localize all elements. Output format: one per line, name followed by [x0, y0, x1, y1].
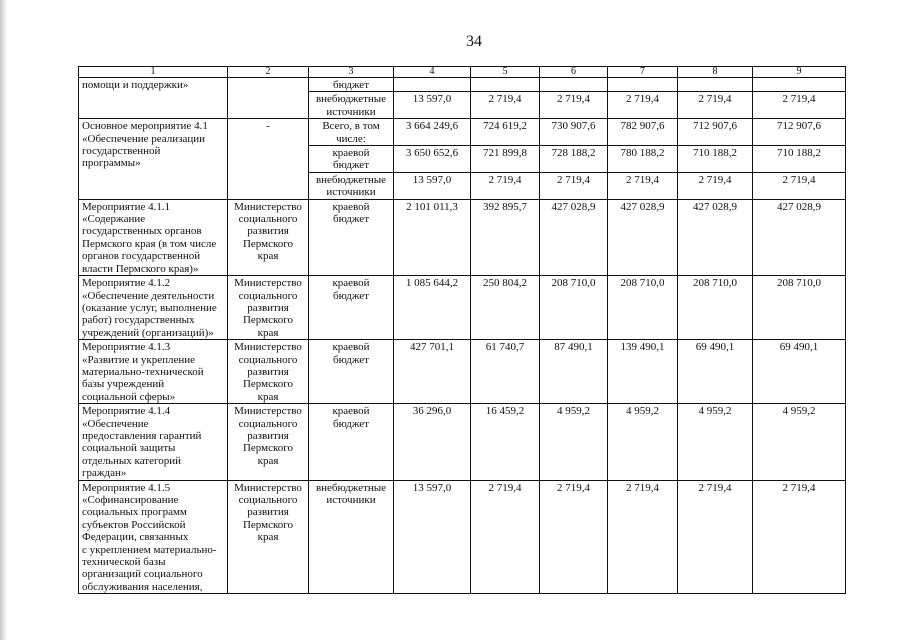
amount-cell-col7: 2 719,4 [608, 92, 678, 119]
amount-cell-col7: 427 028,9 [608, 199, 678, 275]
column-number-8: 8 [678, 67, 753, 78]
amount-cell-col4: 427 701,1 [394, 340, 471, 404]
amount-cell-col5: 392 895,7 [471, 199, 540, 275]
funding-source-cell: Всего, в том числе: [309, 119, 394, 146]
amount-cell-col8: 2 719,4 [678, 92, 753, 119]
funding-source-cell: внебюджетные источники [309, 480, 394, 594]
amount-cell-col5: 721 899,8 [471, 146, 540, 173]
table-row [79, 78, 846, 92]
table-row [79, 404, 846, 480]
amount-cell-col5: 61 740,7 [471, 340, 540, 404]
amount-cell-col7: 139 490,1 [608, 340, 678, 404]
amount-cell-col4: 3 650 652,6 [394, 146, 471, 173]
activity-name-cell: помощи и поддержки» [79, 78, 228, 119]
funding-source-cell: внебюджетные источники [309, 172, 394, 199]
executor-cell: Министерство социального развития Пермского края [228, 276, 309, 340]
amount-cell-col4: 1 085 644,2 [394, 276, 471, 340]
amount-cell-col9 [753, 78, 846, 92]
amount-cell-col4: 36 296,0 [394, 404, 471, 480]
column-number-6: 6 [540, 67, 608, 78]
activity-name-cell: Мероприятие 4.1.5 «Софинансирование социальных программ субъектов Российской Федерации, связанных с укреплением материально- технической базы организаций социального обслуживания населения, [79, 480, 228, 594]
column-number-2: 2 [228, 67, 309, 78]
budget-table [78, 66, 846, 594]
activity-name-cell: Мероприятие 4.1.4 «Обеспечение предоставления гарантий социальной защиты отдельных категорий граждан» [79, 404, 228, 480]
amount-cell-col9: 208 710,0 [753, 276, 846, 340]
table-row [79, 276, 846, 340]
column-number-5: 5 [471, 67, 540, 78]
amount-cell-col8: 69 490,1 [678, 340, 753, 404]
amount-cell-col6: 87 490,1 [540, 340, 608, 404]
column-number-9: 9 [753, 67, 846, 78]
amount-cell-col9: 710 188,2 [753, 146, 846, 173]
funding-source-cell: краевой бюджет [309, 146, 394, 173]
table-row [79, 119, 846, 146]
activity-name-cell: Мероприятие 4.1.1 «Содержание государственных органов Пермского края (в том числе органов государственной власти Пермского края)» [79, 199, 228, 275]
amount-cell-col5: 2 719,4 [471, 92, 540, 119]
amount-cell-col8: 710 188,2 [678, 146, 753, 173]
column-number-4: 4 [394, 67, 471, 78]
executor-cell: Министерство социального развития Пермского края [228, 199, 309, 275]
amount-cell-col9: 2 719,4 [753, 92, 846, 119]
table-row [79, 340, 846, 404]
funding-source-cell: внебюджетные источники [309, 92, 394, 119]
amount-cell-col8: 2 719,4 [678, 480, 753, 594]
amount-cell-col4 [394, 78, 471, 92]
activity-name-cell: Мероприятие 4.1.3 «Развитие и укрепление материально-технической базы учреждений социальной сферы» [79, 340, 228, 404]
table-body [79, 78, 846, 594]
amount-cell-col5: 2 719,4 [471, 480, 540, 594]
amount-cell-col6: 2 719,4 [540, 480, 608, 594]
amount-cell-col6: 208 710,0 [540, 276, 608, 340]
column-number-1: 1 [79, 67, 228, 78]
amount-cell-col7: 208 710,0 [608, 276, 678, 340]
amount-cell-col9: 4 959,2 [753, 404, 846, 480]
amount-cell-col6: 427 028,9 [540, 199, 608, 275]
amount-cell-col5 [471, 78, 540, 92]
scan-edge-shadow [0, 0, 7, 640]
activity-name-cell: Основное мероприятие 4.1 «Обеспечение реализации государственной программы» [79, 119, 228, 199]
funding-source-cell: краевой бюджет [309, 199, 394, 275]
table-header [79, 67, 846, 78]
executor-cell: Министерство социального развития Пермского края [228, 340, 309, 404]
amount-cell-col9: 712 907,6 [753, 119, 846, 146]
amount-cell-col9: 427 028,9 [753, 199, 846, 275]
amount-cell-col4: 13 597,0 [394, 480, 471, 594]
executor-cell [228, 78, 309, 119]
table-row [79, 199, 846, 275]
amount-cell-col5: 250 804,2 [471, 276, 540, 340]
amount-cell-col7: 4 959,2 [608, 404, 678, 480]
amount-cell-col8: 712 907,6 [678, 119, 753, 146]
executor-cell: Министерство социального развития Пермского края [228, 480, 309, 594]
column-number-7: 7 [608, 67, 678, 78]
amount-cell-col4: 13 597,0 [394, 92, 471, 119]
activity-name-cell: Мероприятие 4.1.2 «Обеспечение деятельности (оказание услуг, выполнение работ) государственных учреждений (организаций)» [79, 276, 228, 340]
amount-cell-col8: 4 959,2 [678, 404, 753, 480]
funding-source-cell: краевой бюджет [309, 276, 394, 340]
amount-cell-col7 [608, 78, 678, 92]
amount-cell-col5: 724 619,2 [471, 119, 540, 146]
amount-cell-col5: 16 459,2 [471, 404, 540, 480]
amount-cell-col8: 427 028,9 [678, 199, 753, 275]
amount-cell-col7: 2 719,4 [608, 480, 678, 594]
amount-cell-col9: 69 490,1 [753, 340, 846, 404]
amount-cell-col6: 728 188,2 [540, 146, 608, 173]
page-number: 34 [466, 33, 482, 50]
header-row [79, 67, 846, 78]
amount-cell-col7: 780 188,2 [608, 146, 678, 173]
amount-cell-col4: 3 664 249,6 [394, 119, 471, 146]
amount-cell-col6: 730 907,6 [540, 119, 608, 146]
funding-source-cell: краевой бюджет [309, 340, 394, 404]
executor-cell: - [228, 119, 309, 199]
amount-cell-col9: 2 719,4 [753, 480, 846, 594]
executor-cell: Министерство социального развития Пермского края [228, 404, 309, 480]
amount-cell-col9: 2 719,4 [753, 172, 846, 199]
table-row [79, 480, 846, 594]
amount-cell-col4: 2 101 011,3 [394, 199, 471, 275]
amount-cell-col8 [678, 78, 753, 92]
amount-cell-col6: 4 959,2 [540, 404, 608, 480]
amount-cell-col6: 2 719,4 [540, 92, 608, 119]
amount-cell-col6 [540, 78, 608, 92]
amount-cell-col8: 208 710,0 [678, 276, 753, 340]
funding-source-cell: краевой бюджет [309, 404, 394, 480]
amount-cell-col4: 13 597,0 [394, 172, 471, 199]
amount-cell-col7: 782 907,6 [608, 119, 678, 146]
column-number-3: 3 [309, 67, 394, 78]
amount-cell-col6: 2 719,4 [540, 172, 608, 199]
amount-cell-col5: 2 719,4 [471, 172, 540, 199]
amount-cell-col7: 2 719,4 [608, 172, 678, 199]
funding-source-cell: бюджет [309, 78, 394, 92]
amount-cell-col8: 2 719,4 [678, 172, 753, 199]
